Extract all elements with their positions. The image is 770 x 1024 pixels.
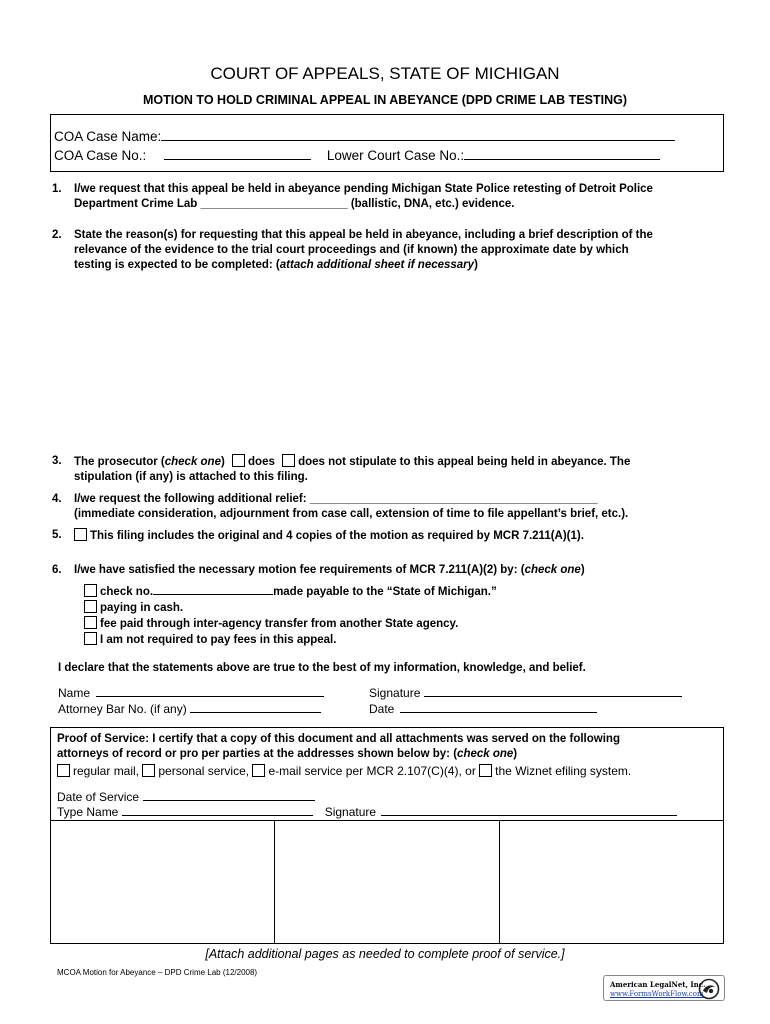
- date-label: Date: [369, 702, 395, 716]
- item-6-text: I/we have satisfied the necessary motion fee requirements of MCR 7.211(A)(2) by: (check one): [74, 564, 585, 576]
- email-service-checkbox[interactable]: [252, 764, 265, 777]
- item-4-number: 4.: [52, 493, 62, 505]
- publisher-link[interactable]: www.FormsWorkFlow.com: [610, 990, 704, 998]
- bar-row: [58, 699, 321, 716]
- case-info-box: [50, 114, 724, 172]
- date-of-service-label: Date of Service: [57, 790, 140, 804]
- regular-mail-checkbox[interactable]: [57, 764, 70, 777]
- fee-exempt-checkbox[interactable]: [84, 632, 97, 645]
- item-4-text: I/we request the following additional relief: _____________________________________________ (immediate consideration, adjournment from case call, extension of time to file appellant’s brief, etc.).: [74, 493, 629, 520]
- attach-pages-note: [Attach additional pages as needed to complete proof of service.]: [205, 947, 565, 961]
- service-methods: regular mail, personal service, e-mail service per MCR 2.107(C)(4), or the Wiznet efiling system.: [57, 764, 631, 778]
- address-cell-1[interactable]: [51, 821, 274, 944]
- date-of-service-field[interactable]: [143, 787, 315, 801]
- case-name-label: COA Case Name:: [54, 129, 162, 144]
- fee-transfer-checkbox[interactable]: [84, 616, 97, 629]
- signature-label: Signature: [369, 686, 421, 700]
- name-row: [58, 683, 324, 700]
- check-number-field[interactable]: [153, 583, 273, 595]
- type-name-field[interactable]: [122, 802, 313, 816]
- item-3-text: The prosecutor (check one) does does not stipulate to this appeal being held in abeyance. The stipulation (if any) is attached to this filing.: [74, 456, 631, 483]
- type-name-row: [57, 802, 677, 819]
- case-no-label: COA Case No.:: [54, 148, 147, 163]
- proof-signature-field[interactable]: [381, 802, 677, 816]
- court-title: COURT OF APPEALS, STATE OF MICHIGAN: [210, 64, 560, 83]
- item-5-number: 5.: [52, 529, 62, 541]
- item-2-text: State the reason(s) for requesting that this appeal be held in abeyance, including a brief description of the relevance of the evidence to the trial court proceedings and (if known) the approximate date by which testing is expected to be completed: (attach additional sheet if necessary): [74, 229, 653, 271]
- form-title: MOTION TO HOLD CRIMINAL APPEAL IN ABEYANCE (DPD CRIME LAB TESTING): [142, 93, 628, 107]
- signature-row: [369, 683, 682, 700]
- date-row: [369, 699, 597, 716]
- document-page: COURT OF APPEALS, STATE OF MICHIGAN MOTION TO HOLD CRIMINAL APPEAL IN ABEYANCE (DPD CRIME LAB TESTING) COA Case Name: COA Case No.: Lower Court Case No.: 1. I/we request that this appeal be held in abeyance pending Michigan State Police retesting of Detroit Police Department Crime Lab _______________________ (ballistic, DNA, etc.) evidence. 2. State the reason(s) for requesting that this appeal be held in abeyance, including a brief description of the relevance of the evidence to the trial court proceedings and (if known) the approximate date by which testing is expected to be completed: (attach additional sheet if necessary) 3. The prosecutor (check one) does does not stipulate to this appeal being held in abeyance. The stipulation (if any) is attached to this filing. 4. I/we request the following additional relief: _____________________________________________ (immediate consideration, adjournment from case call, extension of time to file appellant’s brief, etc.). 5. This filing includes the original and 4 copies of the motion as required by MCR 7.211(A)(1). 6. I/we have satisfied the necessary motion fee requirements of MCR 7.211(A)(2) by: (check one) check no. made payable to the “State of Michigan.” paying in cash. fee paid through inter-agency transfer from another State agency. I am not required to pay fees in this appeal. I declare that the statements above are true to the best of my information, knowledge, and belief. Name Attorney Bar No. (if any) Signature Date Proof of Service: I certify that a copy of this document and all attachments was served on the following attorneys of record or pro per parties at the addresses shown below by: (check one) regular mail, personal service, e-mail service per MCR 2.107(C)(4), or the Wiznet efiling system. Date of Service Type Name Signature [Attach additional pages as needed to complete proof of service.] MCOA Motion for Abeyance – DPD Crime Lab (12/2008) American LegalNet, Inc. www.FormsWorkFlow.com: [0, 0, 770, 1024]
- lower-court-field[interactable]: [464, 146, 660, 160]
- proof-signature-label: Signature: [324, 805, 377, 819]
- publisher-badge: [603, 975, 725, 1001]
- signature-field[interactable]: [424, 683, 682, 697]
- address-cell-3[interactable]: [499, 821, 723, 944]
- name-label: Name: [58, 686, 91, 700]
- wiznet-checkbox[interactable]: [479, 764, 492, 777]
- case-no-field[interactable]: [164, 146, 311, 160]
- proof-of-service-box: [50, 727, 724, 944]
- item-6-number: 6.: [52, 564, 62, 576]
- bar-number-label: Attorney Bar No. (if any): [58, 702, 187, 716]
- personal-service-checkbox[interactable]: [142, 764, 155, 777]
- address-grid: [51, 820, 723, 944]
- reason-text-area[interactable]: [74, 280, 724, 448]
- case-name-field[interactable]: [161, 127, 675, 141]
- item-1-text: I/we request that this appeal be held in abeyance pending Michigan State Police retesting of Detroit Police Department Crime Lab _______________________ (ballistic, DNA, etc.) evidence.: [74, 183, 653, 210]
- declaration-text: I declare that the statements above are true to the best of my information, knowledge, and belief.: [58, 662, 586, 674]
- fee-options: check no. made payable to the “State of Michigan.” paying in cash. fee paid through inter-agency transfer from another State agency. I am not required to pay fees in this appeal.: [84, 583, 724, 648]
- fee-cash-checkbox[interactable]: [84, 600, 97, 613]
- filing-copies-checkbox[interactable]: [74, 528, 87, 541]
- item-5-text: This filing includes the original and 4 copies of the motion as required by MCR 7.211(A)(1).: [74, 528, 724, 544]
- publisher-name: American LegalNet, Inc.: [610, 980, 706, 989]
- item-2-number: 2.: [52, 229, 62, 241]
- proof-statement: Proof of Service: I certify that a copy of this document and all attachments was served on the following attorneys of record or pro per parties at the addresses shown below by: (check one): [57, 733, 620, 760]
- address-cell-2[interactable]: [274, 821, 498, 944]
- bar-number-field[interactable]: [190, 699, 321, 713]
- type-name-label: Type Name: [57, 805, 119, 819]
- fee-check-checkbox[interactable]: [84, 584, 97, 597]
- form-identifier: MCOA Motion for Abeyance – DPD Crime Lab (12/2008): [57, 968, 258, 977]
- prosecutor-does-checkbox[interactable]: [232, 454, 245, 467]
- prosecutor-does-not-checkbox[interactable]: [282, 454, 295, 467]
- publisher-logo-icon: [698, 978, 720, 1000]
- lower-court-label: Lower Court Case No.:: [326, 148, 465, 163]
- name-field[interactable]: [96, 683, 324, 697]
- date-field[interactable]: [400, 699, 597, 713]
- item-3-number: 3.: [52, 455, 62, 467]
